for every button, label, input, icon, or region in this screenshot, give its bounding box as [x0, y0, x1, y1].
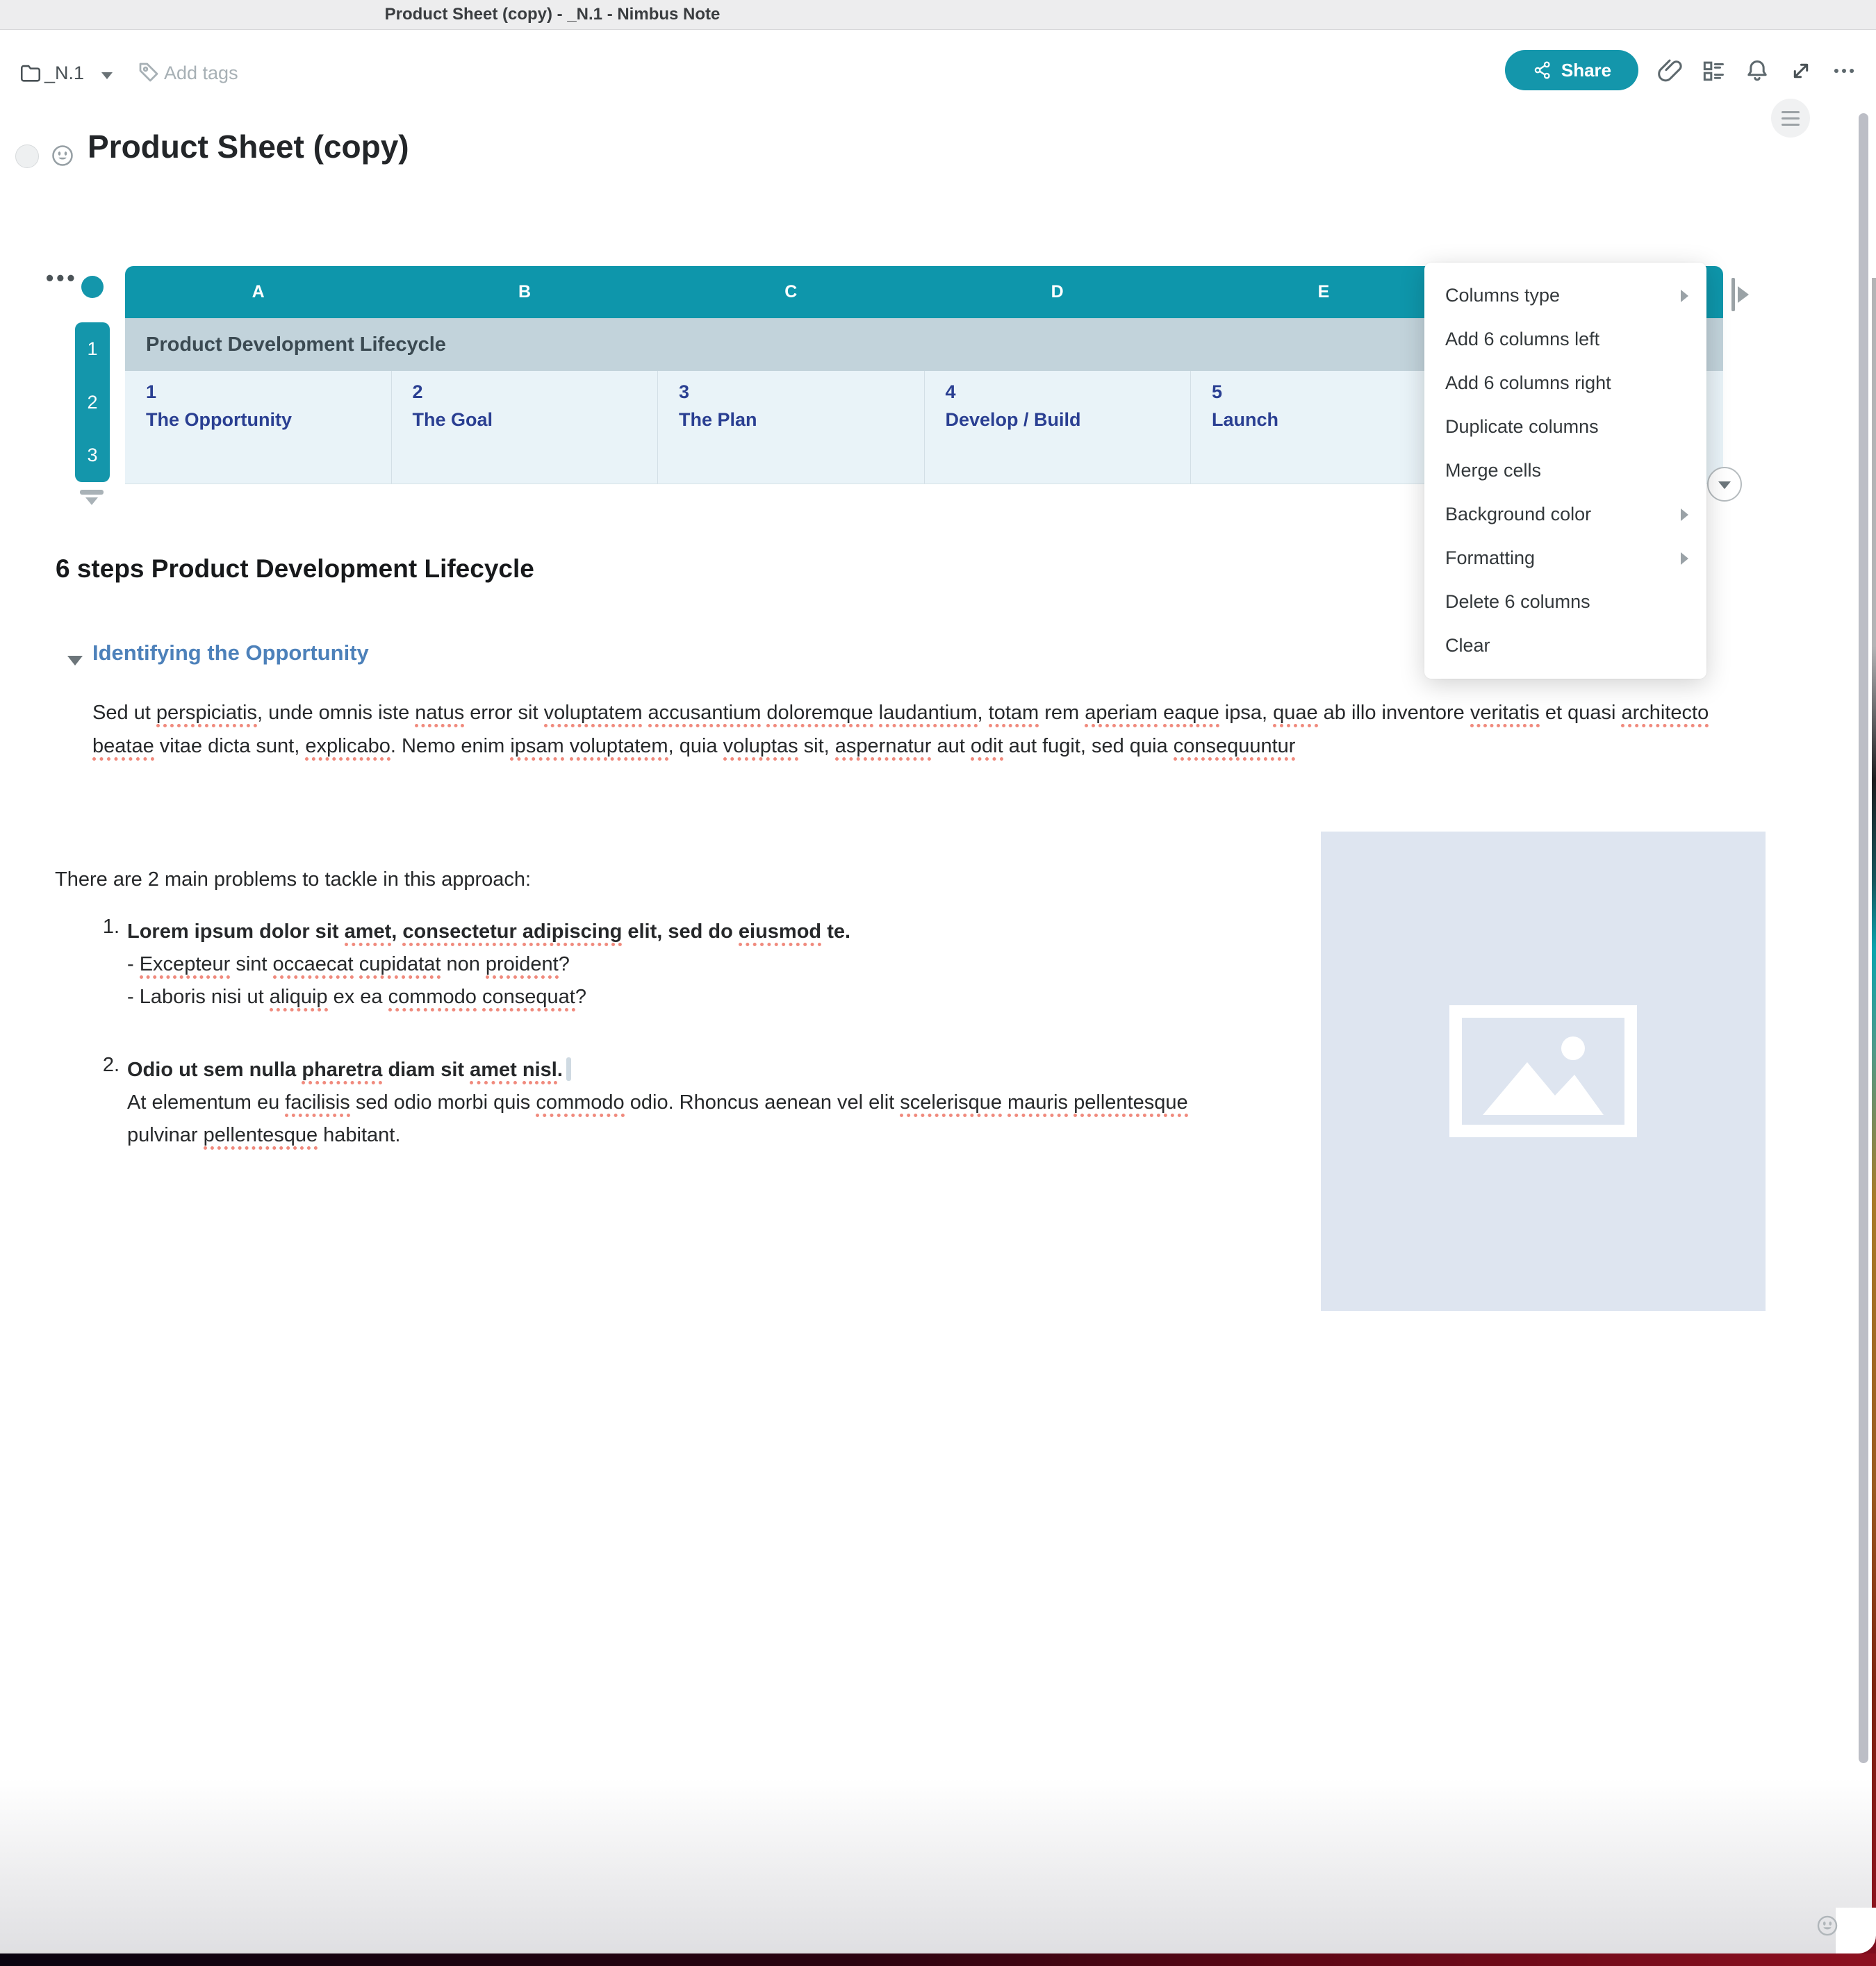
emoji-icon[interactable]	[50, 143, 75, 168]
toggle-heading[interactable]: Identifying the Opportunity	[92, 641, 369, 665]
row-number[interactable]: 2	[87, 391, 98, 413]
vertical-scrollbar[interactable]	[1859, 113, 1868, 1763]
menu-item-add-columns-right[interactable]: Add 6 columns right	[1445, 372, 1611, 393]
more-options-icon[interactable]	[1830, 57, 1858, 85]
list-item-body: At elementum eu facilisis sed odio morbi quis commodo odio. Rhoncus aenean vel elit scelerisque mauris pellentesque pulvinar pellentesque habitant.	[127, 1087, 1211, 1152]
column-header[interactable]: C	[784, 282, 798, 301]
page-title[interactable]: Product Sheet (copy)	[88, 129, 409, 165]
add-row-bar-icon	[80, 490, 104, 495]
column-header[interactable]: D	[1051, 282, 1064, 301]
list-item-line: - Excepteur sint occaecat cupidatat non proident?	[127, 948, 1308, 981]
note-status-circle[interactable]	[15, 144, 39, 168]
list-item-line: - Laboris nisi ut aliquip ex ea commodo consequat?	[127, 981, 1308, 1014]
row-number[interactable]: 3	[87, 445, 98, 466]
list-item-title: Lorem ipsum dolor sit amet, consectetur adipiscing elit, sed do eiusmod te.	[127, 916, 1308, 948]
menu-item-clear[interactable]: Clear	[1445, 635, 1490, 656]
table-cell[interactable]: 3 The Plan	[657, 371, 924, 435]
feedback-smiley-icon[interactable]	[1816, 1914, 1839, 1938]
table-cell[interactable]	[657, 435, 924, 484]
add-tags-button[interactable]: Add tags	[164, 63, 238, 83]
chevron-down-icon[interactable]	[101, 72, 113, 79]
table-cell[interactable]: 2 The Goal	[391, 371, 658, 435]
submenu-arrow-icon	[1681, 290, 1688, 302]
list-item	[127, 1054, 1211, 1152]
workspace-name[interactable]: _N.1	[44, 63, 85, 83]
column-header[interactable]: E	[1317, 282, 1330, 301]
image-placeholder-icon	[1449, 1005, 1637, 1137]
folder-icon	[19, 61, 42, 85]
menu-item-duplicate-columns[interactable]: Duplicate columns	[1445, 416, 1599, 437]
table-cell[interactable]: 1 The Opportunity	[146, 381, 292, 430]
table-options-icon[interactable]: •••	[46, 265, 78, 290]
expand-fullscreen-icon[interactable]	[1787, 57, 1815, 85]
add-row-control[interactable]	[80, 490, 104, 505]
column-header[interactable]: A	[252, 282, 265, 301]
menu-item-background-color[interactable]: Background color	[1424, 493, 1706, 536]
share-label: Share	[1561, 59, 1612, 81]
section-heading: 6 steps Product Development Lifecycle	[56, 554, 534, 583]
row-number[interactable]: 1	[87, 338, 98, 359]
menu-item-delete-columns[interactable]: Delete 6 columns	[1445, 591, 1590, 612]
attachment-icon[interactable]	[1656, 57, 1684, 85]
tag-icon	[136, 60, 161, 85]
list-number: 2.	[102, 1054, 120, 1076]
share-icon	[1532, 60, 1553, 81]
table-merged-title: Product Development Lifecycle	[146, 333, 446, 356]
add-row-arrow-icon	[85, 497, 98, 505]
window-corner	[1836, 1908, 1876, 1953]
chevron-down-icon	[1718, 481, 1731, 489]
table-row-number-gutter[interactable]	[75, 322, 110, 482]
list-item-title: Odio ut sem nulla pharetra diam sit amet nisl.	[127, 1054, 1211, 1087]
paragraph: Sed ut perspiciatis, unde omnis iste natus error sit voluptatem accusantium doloremque laudantium, totam rem aperiam eaque ipsa, quae ab illo inventore veritatis et quasi architecto beatae vitae dicta sunt, explicabo. Nemo enim ipsam voluptatem, quia voluptas sit, aspernatur aut odit aut fugit, sed quia consequuntur	[92, 696, 1747, 763]
notifications-bell-icon[interactable]	[1743, 57, 1771, 85]
screen-bottom-edge	[0, 1953, 1876, 1966]
submenu-arrow-icon	[1681, 552, 1688, 565]
arrow-right-icon	[1738, 286, 1749, 303]
table-cell[interactable]	[125, 435, 391, 484]
collapse-toggle-icon[interactable]	[67, 656, 83, 666]
table-expand-button[interactable]	[1707, 467, 1742, 502]
text-cursor	[566, 1057, 571, 1081]
submenu-arrow-icon	[1681, 509, 1688, 521]
menu-item-columns-type[interactable]: Columns type	[1424, 274, 1706, 317]
menu-item-merge-cells[interactable]: Merge cells	[1445, 460, 1542, 481]
table-cell[interactable]	[391, 435, 658, 484]
table-cell[interactable]: 4 Develop / Build	[924, 371, 1191, 435]
list-number: 1.	[102, 916, 120, 938]
menu-item-formatting[interactable]: Formatting	[1424, 536, 1706, 580]
table-cell[interactable]	[924, 435, 1191, 484]
image-placeholder[interactable]	[1321, 832, 1766, 1311]
screen-right-edge	[1872, 278, 1876, 1953]
column-context-menu	[1424, 263, 1706, 679]
note-menu-button[interactable]	[1771, 99, 1810, 138]
share-button[interactable]	[1505, 50, 1638, 90]
window-title: Product Sheet (copy) - _N.1 - Nimbus Note	[384, 5, 721, 24]
table-cell[interactable]	[1190, 435, 1457, 484]
window-titlebar	[0, 0, 1876, 30]
list-item	[127, 916, 1308, 1014]
table-handle-icon[interactable]	[81, 276, 104, 298]
bottom-fade	[0, 1778, 1876, 1953]
scroll-bar-icon	[1731, 278, 1735, 311]
details-list-icon[interactable]	[1700, 57, 1727, 85]
table-scroll-right-control[interactable]	[1731, 276, 1749, 313]
column-header[interactable]: B	[518, 282, 532, 301]
problems-intro: There are 2 main problems to tackle in this approach:	[55, 868, 532, 891]
table-cell[interactable]: 5 Launch	[1190, 371, 1457, 435]
menu-item-add-columns-left[interactable]: Add 6 columns left	[1445, 329, 1600, 349]
note-header	[0, 29, 1876, 113]
